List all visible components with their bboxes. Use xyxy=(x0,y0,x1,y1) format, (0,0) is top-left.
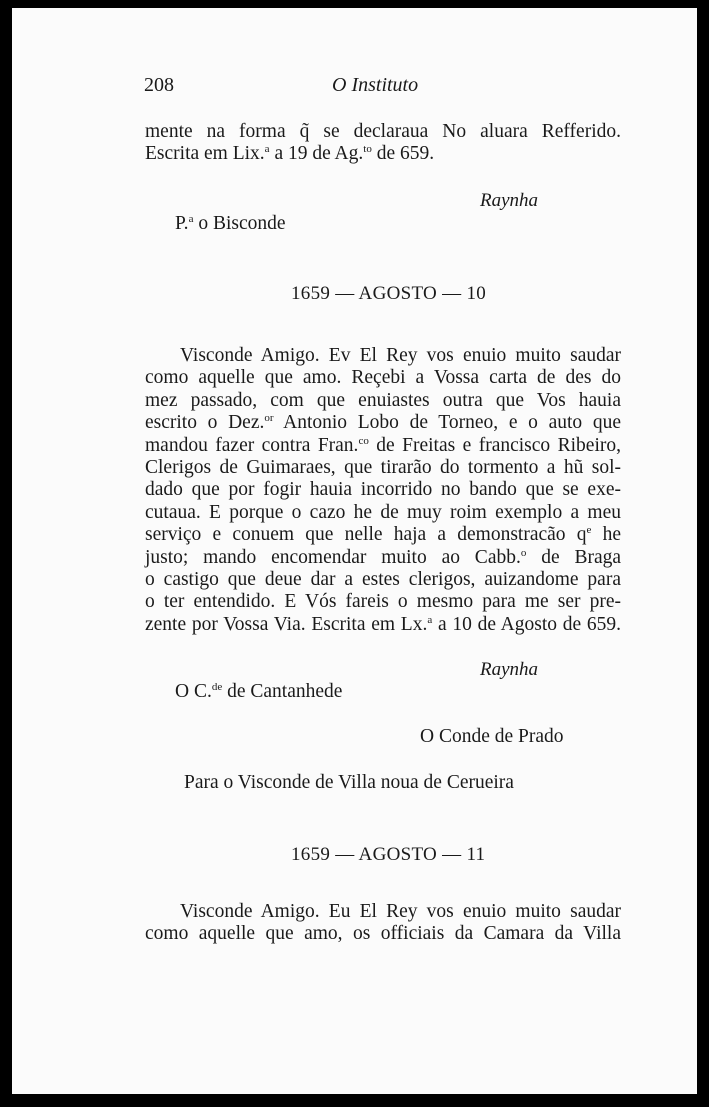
text-line: justo; mando encomendar muito ao Cabb.$^o$ de Braga xyxy=(145,546,622,568)
text-line: como aquelle que amo. Reçebi a Vossa carta de des do xyxy=(145,367,621,389)
text-line: escrito o Dez.$^{or}$ Antonio Lobo de Torneo, e o auto que xyxy=(145,412,621,434)
signatory-cantanhede: O C.$^{de}$ de Cantanhede xyxy=(175,681,343,702)
text-line: como aquelle que amo, os officiais da Camara da Villa xyxy=(145,923,621,945)
letter-date-heading: 1659 — AGOSTO — 10 xyxy=(291,283,487,304)
text-line: serviço e conuem que nelle haja a demonstracão $q^e$ he xyxy=(145,524,621,546)
text-line: o castigo que deue dar a estes clerigos, auizandome para xyxy=(145,569,621,591)
text-line: Escrita em Lix.$^a$ a 19 de Ag.$^{to}$ de 659. xyxy=(145,143,435,165)
addressee-line: P.$^a$ o Bisconde xyxy=(175,213,286,234)
text-line: Clerigos de Guimaraes, que tirarão do tormento a hũ sol- xyxy=(145,457,621,479)
text-line: mente na forma q̃ se declaraua No aluara Refferido. xyxy=(145,121,621,142)
signatory-prado: O Conde de Prado xyxy=(420,726,564,747)
text-line: o ter entendido. E Vós fareis o mesmo para me ser pre- xyxy=(145,591,621,613)
signature-raynha: Raynha xyxy=(480,190,539,211)
letter-body xyxy=(145,345,621,636)
text-line: mandou fazer contra Fran.$^{co}$ de Freitas e francisco Ribeiro, xyxy=(145,434,621,456)
text-line: Visconde Amigo. Eu El Rey vos enuio muito saudar xyxy=(180,901,621,922)
addressee-line: Para o Visconde de Villa noua de Cerueira xyxy=(184,772,514,793)
text-line: Visconde Amigo. Ev El Rey vos enuio muito saudar xyxy=(180,345,621,366)
document-page xyxy=(12,8,697,1094)
page-number: 208 xyxy=(144,74,174,96)
journal-title: O Instituto xyxy=(332,74,419,96)
letter-body xyxy=(145,901,621,946)
text-line: cutaua. E porque o cazo he de muy roim exemplo a meu xyxy=(145,501,621,523)
text-line: zente por Vossa Via. Escrita em Lx.$^a$ a 10 de Agosto de 659. xyxy=(145,613,621,635)
paragraph-continuation xyxy=(145,121,621,166)
letter-date-heading: 1659 — AGOSTO — 11 xyxy=(291,844,486,865)
text-line: mez passado, com que enuiastes outra que Vos hauia xyxy=(145,389,621,411)
signature-raynha: Raynha xyxy=(480,659,539,680)
text-line: dado que por fogir hauia incorrido no bando que se exe- xyxy=(145,479,621,501)
